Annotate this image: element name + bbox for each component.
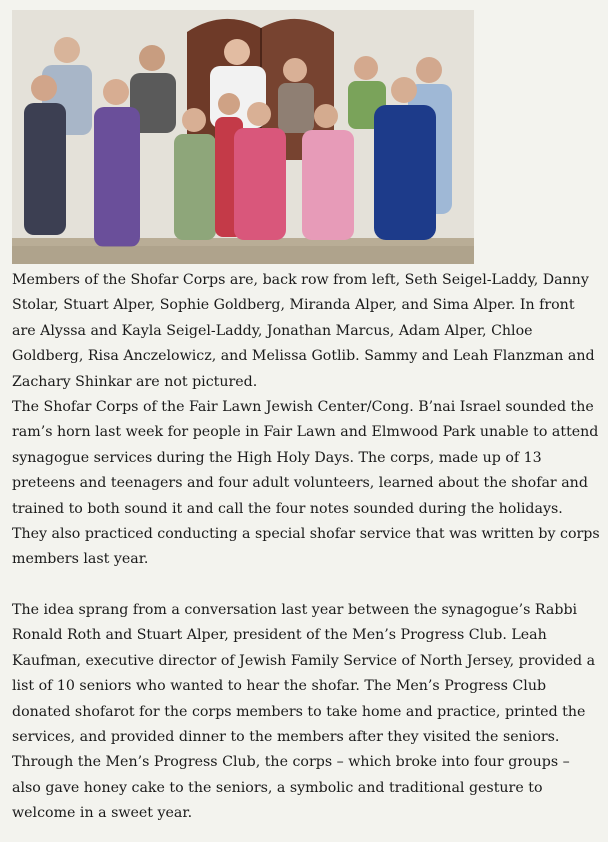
group-photo-illustration — [12, 10, 474, 264]
group-photo — [12, 10, 474, 264]
article-paragraph-1: The Shofar Corps of the Fair Lawn Jewish Center/Cong. B’nai Israel sounded the ram’s horn last week for people in Fair Lawn and Elmwood Park unable to attend synagogue services during the High Holy Days. The corps, made up of 13 preteens and teenagers and four adult volunteers, learned about the shofar and trained to both sound it and call the four notes sounded during the holidays. They also practiced conducting a special shofar service that was written by corps members last year. — [12, 399, 600, 568]
article-body — [12, 268, 602, 827]
photo-caption: Members of the Shofar Corps are, back row from left, Seth Seigel-Laddy, Danny Stolar, Stuart Alper, Sophie Goldberg, Miranda Alper, and Sima Alper. In front are Alyssa and Kayla Seigel-Laddy, Jonathan Marcus, Adam Alper, Chloe Goldberg, Risa Anczelowicz, and Melissa Gotlib. Sammy and Leah Flanzman and Zachary Shinkar are not pictured. — [12, 272, 595, 390]
article-paragraph-2: The idea sprang from a conversation last year between the synagogue’s Rabbi Ronald Roth and Stuart Alper, president of the Men’s Progress Club. Leah Kaufman, executive director of Jewish Family Service of North Jersey, provided a list of 10 seniors who wanted to hear the shofar. The Men’s Progress Club donated shofarot for the corps members to take home and practice, printed the services, and provided dinner to the members after they visited the seniors. Through the Men’s Progress Club, the corps – which broke into four groups – also gave honey cake to the seniors, a symbolic and traditional gesture to welcome in a sweet year. — [12, 601, 596, 822]
